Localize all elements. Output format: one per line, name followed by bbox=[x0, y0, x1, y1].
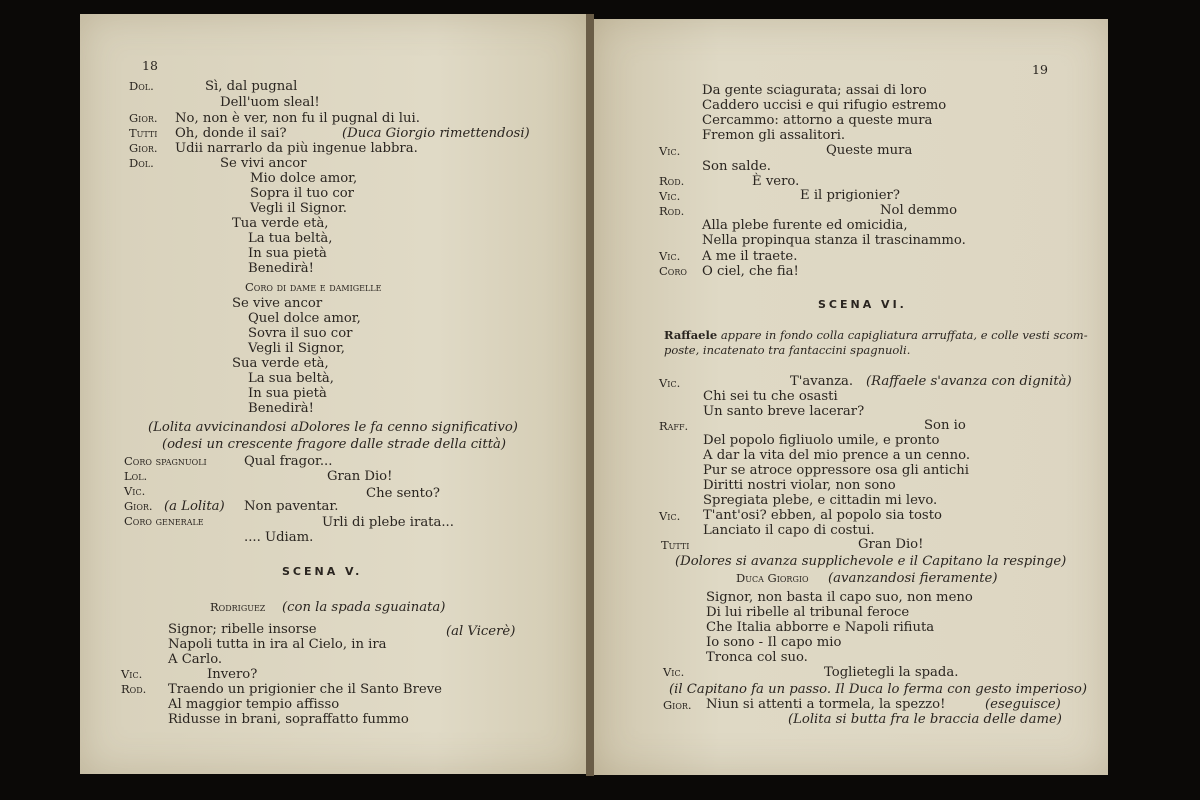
speaker: Raff. bbox=[659, 419, 689, 433]
speaker: Coro spagnuoli bbox=[124, 454, 207, 468]
speaker: Coro bbox=[659, 264, 687, 278]
verse-line: Dell'uom sleal! bbox=[220, 95, 320, 110]
stage-direction: (al Vicerè) bbox=[446, 624, 516, 639]
verse-line: Un santo breve lacerar? bbox=[703, 404, 865, 419]
page-number: 18 bbox=[142, 58, 158, 73]
verse-line: Invero? bbox=[207, 667, 258, 682]
speaker-heading: Rodriguez bbox=[210, 600, 266, 614]
stage-direction: (avanzandosi fieramente) bbox=[828, 571, 998, 586]
speaker: Gior. bbox=[129, 111, 158, 125]
speaker: Vic. bbox=[659, 249, 681, 263]
verse-line: Mio dolce amor, bbox=[250, 171, 358, 186]
scene-heading: SCENA V. bbox=[282, 565, 363, 578]
verse-line: Urli di plebe irata... bbox=[322, 515, 454, 530]
stage-direction: poste, incatenato tra fantaccini spagnuoli. bbox=[664, 343, 911, 357]
speaker: Vic. bbox=[659, 189, 681, 203]
verse-line: No, non è ver, non fu il pugnal di lui. bbox=[175, 111, 420, 126]
stage-direction-text: appare in fondo colla capigliatura arruffata, e colle vesti scom- bbox=[720, 328, 1088, 342]
speaker: Dol. bbox=[129, 79, 154, 93]
speaker: Vic. bbox=[121, 667, 143, 681]
right-page bbox=[591, 19, 1108, 775]
verse-line: La sua beltà, bbox=[248, 371, 334, 386]
speaker: Tutti bbox=[129, 126, 158, 140]
verse-line: In sua pietà bbox=[248, 386, 327, 401]
verse-line: Da gente sciagurata; assai di loro bbox=[702, 83, 927, 98]
stage-direction: (con la spada sguainata) bbox=[282, 600, 446, 615]
page-number: 19 bbox=[1032, 62, 1048, 77]
book-gutter bbox=[586, 14, 594, 776]
verse-line: Che Italia abborre e Napoli rifiuta bbox=[706, 620, 935, 635]
verse-line: Tua verde età, bbox=[232, 216, 329, 231]
speaker: Lol. bbox=[124, 469, 148, 483]
verse-line: Lanciato il capo di costui. bbox=[703, 523, 875, 538]
verse-line: Sovra il suo cor bbox=[248, 326, 353, 341]
verse-line: Traendo un prigionier che il Santo Breve bbox=[168, 682, 442, 697]
stage-direction: (Dolores si avanza supplichevole e il Capitano la respinge) bbox=[675, 554, 1067, 569]
chorus-heading: Coro di dame e damigelle bbox=[245, 280, 382, 294]
verse-line: Niun si attenti a tormela, la spezzo! bbox=[706, 697, 946, 712]
stage-direction: (odesi un crescente fragore dalle strade della città) bbox=[162, 437, 507, 452]
speaker: Rod. bbox=[659, 204, 685, 218]
verse-line: Diritti nostri violar, non sono bbox=[703, 478, 896, 493]
verse-line: O ciel, che fia! bbox=[702, 264, 799, 279]
verse-line: Sì, dal pugnal bbox=[205, 79, 298, 94]
verse-line: T'avanza. bbox=[790, 374, 854, 389]
verse-line: La tua beltà, bbox=[248, 231, 333, 246]
verse-line: Gran Dio! bbox=[858, 537, 924, 552]
scene-heading: SCENA VI. bbox=[818, 298, 907, 311]
verse-line: Queste mura bbox=[826, 143, 913, 158]
speaker: Gior. bbox=[663, 698, 692, 712]
stage-direction: (Duca Giorgio rimettendosi) bbox=[342, 126, 530, 141]
verse-line: .... Udiam. bbox=[244, 530, 314, 545]
verse-line: Se vivi ancor bbox=[220, 156, 307, 171]
speaker: Vic. bbox=[659, 144, 681, 158]
stage-direction: (Raffaele s'avanza con dignità) bbox=[866, 374, 1072, 389]
verse-line: Signor; ribelle insorse bbox=[168, 622, 317, 637]
speaker: Tutti bbox=[661, 538, 690, 552]
verse-line: Di lui ribelle al tribunal feroce bbox=[706, 605, 910, 620]
verse-line: Io sono - Il capo mio bbox=[706, 635, 842, 650]
verse-line: Cercammo: attorno a queste mura bbox=[702, 113, 933, 128]
speaker: Vic. bbox=[124, 484, 146, 498]
verse-line: Son io bbox=[924, 418, 966, 433]
verse-line: Fremon gli assalitori. bbox=[702, 128, 846, 143]
verse-line: Napoli tutta in ira al Cielo, in ira bbox=[168, 637, 387, 652]
verse-line: Non paventar. bbox=[244, 499, 339, 514]
verse-line: Son salde. bbox=[702, 159, 771, 174]
verse-line: Nol demmo bbox=[880, 203, 958, 218]
speaker: Dol. bbox=[129, 156, 154, 170]
verse-line: Se vive ancor bbox=[232, 296, 323, 311]
verse-line: Spregiata plebe, e cittadin mi levo. bbox=[703, 493, 938, 508]
verse-line: T'ant'osi? ebben, al popolo sia tosto bbox=[703, 508, 942, 523]
verse-line: Udii narrarlo da più ingenue labbra. bbox=[175, 141, 418, 156]
verse-line: Che sento? bbox=[366, 486, 440, 501]
verse-line: Pur se atroce oppressore osa gli antichi bbox=[703, 463, 969, 478]
verse-line: Quel dolce amor, bbox=[248, 311, 361, 326]
verse-line: E il prigionier? bbox=[800, 188, 900, 203]
speaker-heading: Duca Giorgio bbox=[736, 571, 809, 585]
speaker: Rod. bbox=[659, 174, 685, 188]
stage-direction bbox=[664, 328, 1088, 342]
verse-line: Oh, donde il sai? bbox=[175, 126, 287, 141]
stage-direction: (il Capitano fa un passo. Il Duca lo ferma con gesto imperioso) bbox=[669, 682, 1087, 697]
speaker: Vic. bbox=[663, 665, 685, 679]
speaker: Rod. bbox=[121, 682, 147, 696]
verse-line: È vero. bbox=[752, 174, 800, 189]
verse-line: Qual fragor... bbox=[244, 454, 333, 469]
verse-line: A Carlo. bbox=[168, 652, 223, 667]
verse-line: Al maggior tempio affisso bbox=[168, 697, 340, 712]
verse-line: Alla plebe furente ed omicidia, bbox=[702, 218, 908, 233]
verse-line: A me il traete. bbox=[702, 249, 798, 264]
verse-line: Tronca col suo. bbox=[706, 650, 808, 665]
verse-line: In sua pietà bbox=[248, 246, 327, 261]
verse-line: Ridusse in brani, sopraffatto fummo bbox=[168, 712, 409, 727]
speaker: Gior. bbox=[129, 141, 158, 155]
verse-line: Nella propinqua stanza il trascinammo. bbox=[702, 233, 966, 248]
verse-line: Del popolo figliuolo umile, e pronto bbox=[703, 433, 940, 448]
stage-direction: (a Lolita) bbox=[164, 499, 225, 514]
verse-line: Benedirà! bbox=[248, 261, 314, 276]
speaker: Vic. bbox=[659, 376, 681, 390]
verse-line: Sopra il tuo cor bbox=[250, 186, 354, 201]
verse-line: Gran Dio! bbox=[327, 469, 393, 484]
speaker: Vic. bbox=[659, 509, 681, 523]
character-name: Raffaele bbox=[664, 328, 718, 342]
stage-direction: (Lolita si butta fra le braccia delle dame) bbox=[788, 712, 1062, 727]
verse-line: Benedirà! bbox=[248, 401, 314, 416]
stage-direction: (eseguisce) bbox=[985, 697, 1061, 712]
verse-line: A dar la vita del mio prence a un cenno. bbox=[703, 448, 971, 463]
speaker: Coro generale bbox=[124, 514, 204, 528]
verse-line: Sua verde età, bbox=[232, 356, 329, 371]
verse-line: Caddero uccisi e qui rifugio estremo bbox=[702, 98, 947, 113]
verse-line: Vegli il Signor. bbox=[250, 201, 347, 216]
verse-line: Signor, non basta il capo suo, non meno bbox=[706, 590, 973, 605]
stage-direction: (Lolita avvicinandosi aDolores le fa cenno significativo) bbox=[148, 420, 518, 435]
speaker: Gior. bbox=[124, 499, 153, 513]
verse-line: Toglietegli la spada. bbox=[824, 665, 959, 680]
verse-line: Vegli il Signor, bbox=[248, 341, 345, 356]
verse-line: Chi sei tu che osasti bbox=[703, 389, 838, 404]
